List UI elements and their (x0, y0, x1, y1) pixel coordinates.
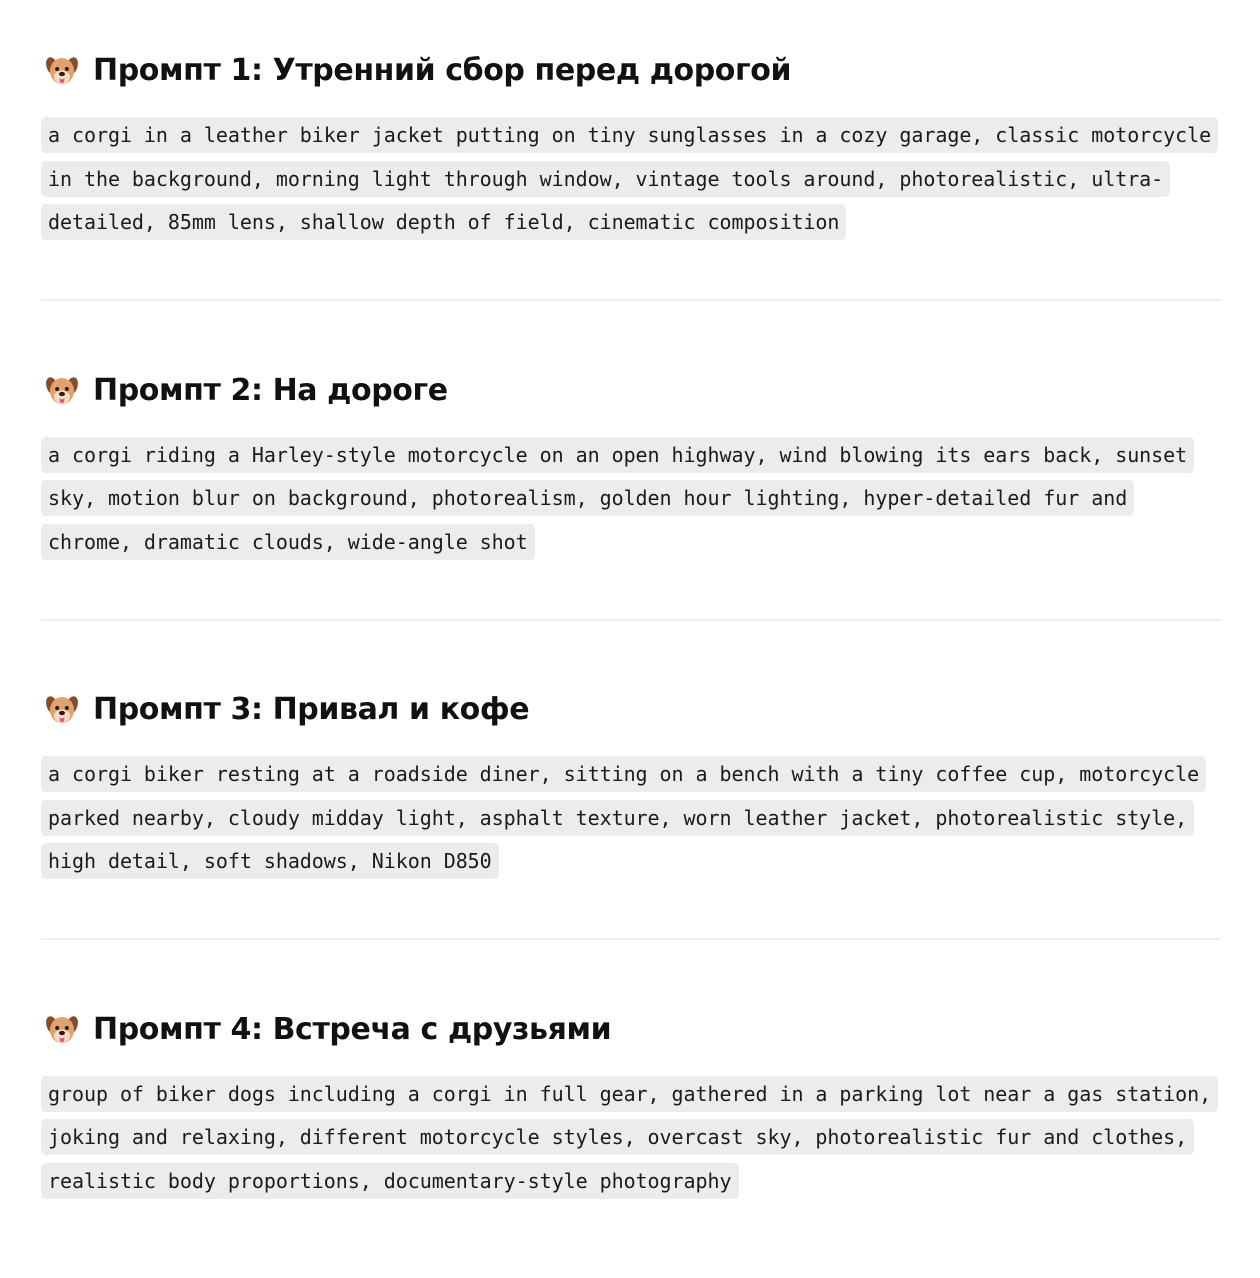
dog-face-icon (45, 693, 79, 727)
prompt-document (41, 0, 1221, 1278)
prompt-code: a corgi in a leather biker jacket putting on tiny sunglasses in a cozy garage, classic motorcycle in the background, morning light through window, vintage tools around, photorealistic, ultra-detailed, 85mm lens, shallow depth of field, cinematic composition (41, 117, 1218, 240)
section-heading (45, 689, 529, 731)
prompt-code: a corgi riding a Harley-style motorcycle on an open highway, wind blowing its ears back, sunset sky, motion blur on background, photorealism, golden hour lighting, hyper-detailed fur and chrome, dramatic clouds, wide-angle shot (41, 437, 1194, 560)
prompt-text-block (41, 114, 1221, 245)
prompt-code: group of biker dogs including a corgi in full gear, gathered in a parking lot near a gas station, joking and relaxing, different motorcycle styles, overcast sky, photorealistic fur and clothes, realistic body proportions, documentary-style photography (41, 1076, 1218, 1199)
section-divider (41, 938, 1221, 940)
section-title-text: Промпт 3: Привал и кофе (93, 689, 529, 731)
section-title-text: Промпт 1: Утренний сбор перед дорогой (93, 50, 791, 92)
prompt-text-block (41, 753, 1221, 884)
prompt-section-2 (41, 320, 1221, 640)
section-divider (41, 619, 1221, 621)
prompt-section-4 (41, 959, 1221, 1278)
dog-face-icon (45, 374, 79, 408)
prompt-text-block (41, 1073, 1221, 1204)
prompt-section-3 (41, 639, 1221, 959)
prompt-code: a corgi biker resting at a roadside diner, sitting on a bench with a tiny coffee cup, motorcycle parked nearby, cloudy midday light, asphalt texture, worn leather jacket, photorealistic style, high detail, soft shadows, Nikon D850 (41, 756, 1206, 879)
prompt-text-block (41, 434, 1221, 565)
prompt-section-1 (41, 0, 1221, 320)
section-heading (45, 50, 791, 92)
section-heading (45, 1009, 611, 1051)
dog-face-icon (45, 54, 79, 88)
dog-face-icon (45, 1013, 79, 1047)
section-title-text: Промпт 2: На дороге (93, 370, 448, 412)
section-heading (45, 370, 448, 412)
section-title-text: Промпт 4: Встреча с друзьями (93, 1009, 611, 1051)
section-divider (41, 299, 1221, 301)
